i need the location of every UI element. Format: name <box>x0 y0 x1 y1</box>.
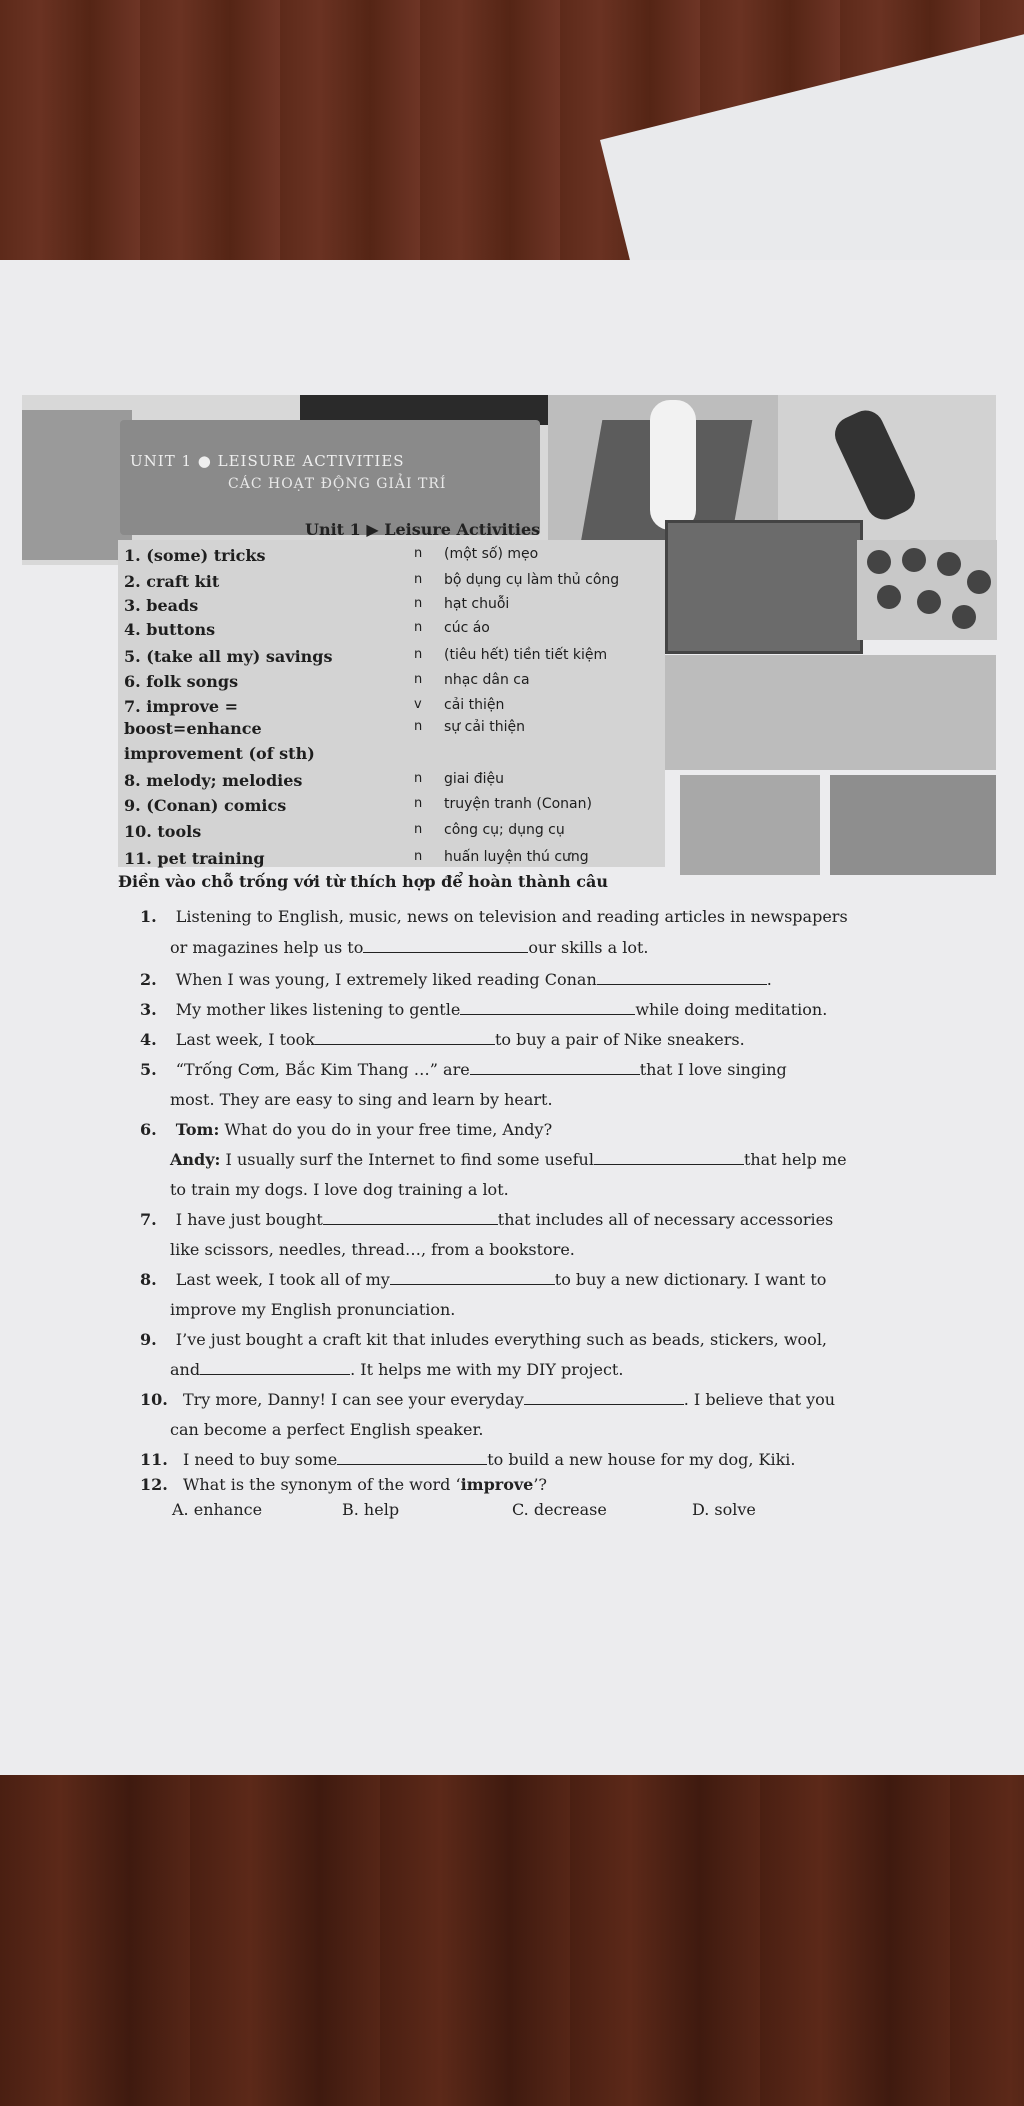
question-1: 1. Listening to English, music, news on television and reading articles in newspapers <box>140 907 848 926</box>
exercise-instruction: Điền vào chỗ trống với từ thích hợp để hoàn thành câu <box>118 872 608 891</box>
answer-blank-11[interactable] <box>337 1450 487 1465</box>
vocab-english: 3. beads <box>124 596 199 615</box>
answer-blank-9[interactable] <box>200 1360 350 1375</box>
vocab-english: 7. improve = <box>124 697 239 716</box>
button-icon <box>967 570 991 594</box>
vocab-english: 2. craft kit <box>124 572 220 591</box>
vocab-part-of-speech: n <box>414 620 423 635</box>
answer-blank-4[interactable] <box>315 1030 495 1045</box>
conan-comics-photo <box>830 775 996 875</box>
button-icon <box>917 590 941 614</box>
answer-blank-7[interactable] <box>323 1210 498 1225</box>
vocab-english: 4. buttons <box>124 620 216 639</box>
vocab-english: 11. pet training <box>124 849 265 868</box>
vocab-part-of-speech: n <box>414 822 423 837</box>
question-7-line-2: like scissors, needles, thread…, from a bookstore. <box>170 1240 575 1259</box>
buttons-photo <box>857 540 997 640</box>
vocab-vietnamese: cải thiện <box>444 697 505 713</box>
question-4: 4. Last week, I took to buy a pair of Nike sneakers. <box>140 1030 745 1049</box>
vocab-part-of-speech: n <box>414 596 423 611</box>
vocab-english: 6. folk songs <box>124 672 239 691</box>
vocab-vietnamese: công cụ; dụng cụ <box>444 822 565 838</box>
button-icon <box>867 550 891 574</box>
answer-blank-3[interactable] <box>460 1000 635 1015</box>
vocab-vietnamese: truyện tranh (Conan) <box>444 796 592 812</box>
vocab-english: 1. (some) tricks <box>124 546 266 565</box>
vocab-vietnamese: giai điệu <box>444 771 504 787</box>
vocab-part-of-speech: n <box>414 796 423 811</box>
question-7: 7. I have just bought that includes all of necessary accessories <box>140 1210 834 1229</box>
wooden-table-bottom <box>0 1775 1024 2106</box>
tennis-player <box>650 400 696 530</box>
button-icon <box>937 552 961 576</box>
vocab-english: boost=enhance <box>124 719 262 738</box>
unit-header: Unit 1 ▶ Leisure Activities <box>305 520 541 539</box>
question-10-line-2: can become a perfect English speaker. <box>170 1420 484 1439</box>
vocab-english: 10. tools <box>124 822 202 841</box>
vocab-vietnamese: cúc áo <box>444 620 490 636</box>
vocab-part-of-speech: n <box>414 572 423 587</box>
vocab-part-of-speech: n <box>414 719 423 734</box>
question-8-line-2: improve my English pronunciation. <box>170 1300 456 1319</box>
option-c[interactable]: C. decrease <box>512 1500 607 1519</box>
vocab-english: improvement (of sth) <box>124 744 315 763</box>
question-1-line-2: or magazines help us to our skills a lot. <box>170 938 649 957</box>
option-a[interactable]: A. enhance <box>172 1500 263 1519</box>
answer-blank-6[interactable] <box>594 1150 744 1165</box>
vocab-part-of-speech: n <box>414 771 423 786</box>
sewing-kit-photo <box>665 520 863 654</box>
answer-blank-5[interactable] <box>470 1060 640 1075</box>
vocab-english: 5. (take all my) savings <box>124 647 333 666</box>
vocab-part-of-speech: v <box>414 697 422 712</box>
question-12: 12. What is the synonym of the word ‘improve’? <box>140 1475 548 1494</box>
answer-blank-2[interactable] <box>597 970 767 985</box>
answer-blank-1[interactable] <box>363 938 528 953</box>
banner-left-photo <box>22 410 132 560</box>
vocab-vietnamese: huấn luyện thú cưng <box>444 849 589 865</box>
question-10: 10. Try more, Danny! I can see your everyday . I believe that you <box>140 1390 836 1409</box>
banner-vietnamese-title: CÁC HOẠT ĐỘNG GIẢI TRÍ <box>228 476 447 492</box>
question-6-line-3: to train my dogs. I love dog training a lot. <box>170 1180 509 1199</box>
question-2: 2. When I was young, I extremely liked reading Conan . <box>140 970 772 989</box>
question-9-line-2: and . It helps me with my DIY project. <box>170 1360 624 1379</box>
button-icon <box>902 548 926 572</box>
question-11: 11. I need to buy some to build a new house for my dog, Kiki. <box>140 1450 796 1469</box>
vocab-vietnamese: (một số) mẹo <box>444 546 539 562</box>
dog-training-photo <box>665 655 996 770</box>
button-icon <box>952 605 976 629</box>
vocab-english: 9. (Conan) comics <box>124 796 287 815</box>
vocab-part-of-speech: n <box>414 546 423 561</box>
vocab-part-of-speech: n <box>414 672 423 687</box>
question-5-line-2: most. They are easy to sing and learn by heart. <box>170 1090 553 1109</box>
option-b[interactable]: B. help <box>342 1500 400 1519</box>
vocab-vietnamese: (tiêu hết) tiền tiết kiệm <box>444 647 608 663</box>
answer-blank-10[interactable] <box>524 1390 684 1405</box>
option-d[interactable]: D. solve <box>692 1500 756 1519</box>
question-9: 9. I’ve just bought a craft kit that inludes everything such as beads, stickers, wool, <box>140 1330 828 1349</box>
question-6: 6. Tom: What do you do in your free time, Andy? <box>140 1120 553 1139</box>
vocab-vietnamese: bộ dụng cụ làm thủ công <box>444 572 620 588</box>
question-6-line-2: Andy: I usually surf the Internet to find some useful that help me <box>170 1150 847 1169</box>
question-5: 5. “Trống Cơm, Bắc Kim Thang …” are that I love singing <box>140 1060 787 1079</box>
question-8: 8. Last week, I took all of my to buy a new dictionary. I want to <box>140 1270 827 1289</box>
vocab-vietnamese: nhạc dân ca <box>444 672 530 688</box>
girl-singing-photo <box>680 775 820 875</box>
vocab-vietnamese: sự cải thiện <box>444 719 525 735</box>
question-3: 3. My mother likes listening to gentle while doing meditation. <box>140 1000 828 1019</box>
vocab-part-of-speech: n <box>414 647 423 662</box>
banner-unit-title: UNIT 1 ● LEISURE ACTIVITIES <box>130 452 405 470</box>
vocab-part-of-speech: n <box>414 849 423 864</box>
answer-blank-8[interactable] <box>390 1270 555 1285</box>
vocab-vietnamese: hạt chuỗi <box>444 596 510 612</box>
vocab-english: 8. melody; melodies <box>124 771 303 790</box>
button-icon <box>877 585 901 609</box>
